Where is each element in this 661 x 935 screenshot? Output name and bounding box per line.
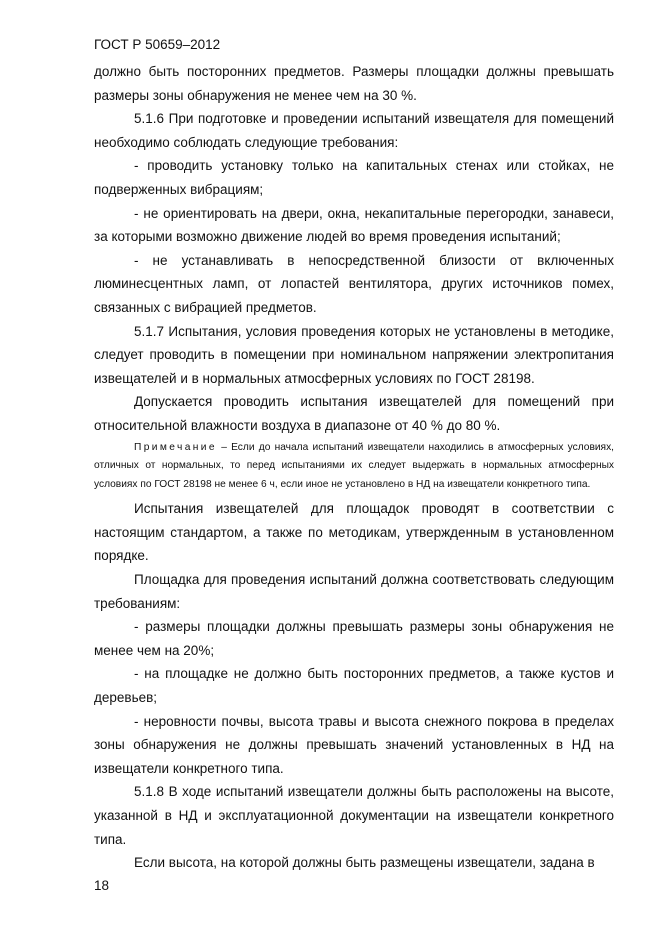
page-header: ГОСТ Р 50659–2012: [94, 37, 221, 52]
list-item-capital-walls: - проводить установку только на капитальных стенах или стойках, не подверженных вибрациям;: [94, 158, 614, 197]
paragraph-site-requirements: Площадка для проведения испытаний должна соответствовать следующим требованиям:: [94, 572, 614, 611]
paragraph-height: Если высота, на которой должны быть размещены извещатели, задана в: [134, 855, 595, 871]
list-item-no-objects: - на площадке не должно быть посторонних предметов, а также кустов и деревьев;: [94, 666, 614, 706]
note-label: Примечание: [134, 441, 217, 453]
paragraph-5-1-8: 5.1.8 В ходе испытаний извещатели должны быть расположены на высоте, указанной в НД и эксплуатационной документации на извещатели конкретного типа.: [94, 784, 614, 847]
list-item-soil-grass-snow: - неровности почвы, высота травы и высота снежного покрова в пределах зоны обнаружения не должны превышать значений установленных в НД на извещатели конкретного типа.: [94, 713, 614, 776]
paragraph-continuation: должно быть посторонних предметов. Размеры площадки должны превышать размеры зоны обнаружения не менее чем на 30 %.: [94, 64, 614, 103]
page-number: 18: [94, 878, 110, 893]
list-item-site-size: - размеры площадки должны превышать размеры зоны обнаружения не менее чем на 20%;: [94, 619, 614, 658]
paragraph-5-1-7: 5.1.7 Испытания, условия проведения которых не установлены в методике, следует проводить в помещении при номинальном напряжении электропитания извещателей и в нормальных атмосферных условиях по ГОСТ 28198.: [94, 323, 614, 386]
paragraph-5-1-6: 5.1.6 При подготовке и проведении испытаний извещателя для помещений необходимо соблюдать следующие требования:: [94, 111, 614, 150]
list-item-no-doors-windows: - не ориентировать на двери, окна, некапитальные перегородки, занавеси, за которыми возможно движение людей во время проведения испытаний;: [94, 205, 614, 245]
note: [94, 439, 614, 495]
list-item-no-lamps: - не устанавливать в непосредственной близости от включенных люминесцентных ламп, от лопастей вентилятора, других источников помех, связанных с вибрацией предметов.: [94, 252, 614, 315]
document-body: [94, 60, 614, 875]
paragraph-humidity: Допускается проводить испытания извещателей для помещений при относительной влажности воздуха в диапазоне от 40 % до 80 %.: [94, 394, 614, 433]
note-text: – Если до начала испытаний извещатели находились в атмосферных условиях, отличных от нормальных, то перед испытаниями их следует выдержать в нормальных атмосферных условиях по ГОСТ 28198 не менее 6 ч, если иное не установлено в НД на извещатели конкретного типа.: [94, 441, 614, 490]
paragraph-outdoor-tests: Испытания извещателей для площадок проводят в соответствии с настоящим стандартом, а также по методикам, утвержденным в установленном порядке.: [94, 501, 614, 564]
